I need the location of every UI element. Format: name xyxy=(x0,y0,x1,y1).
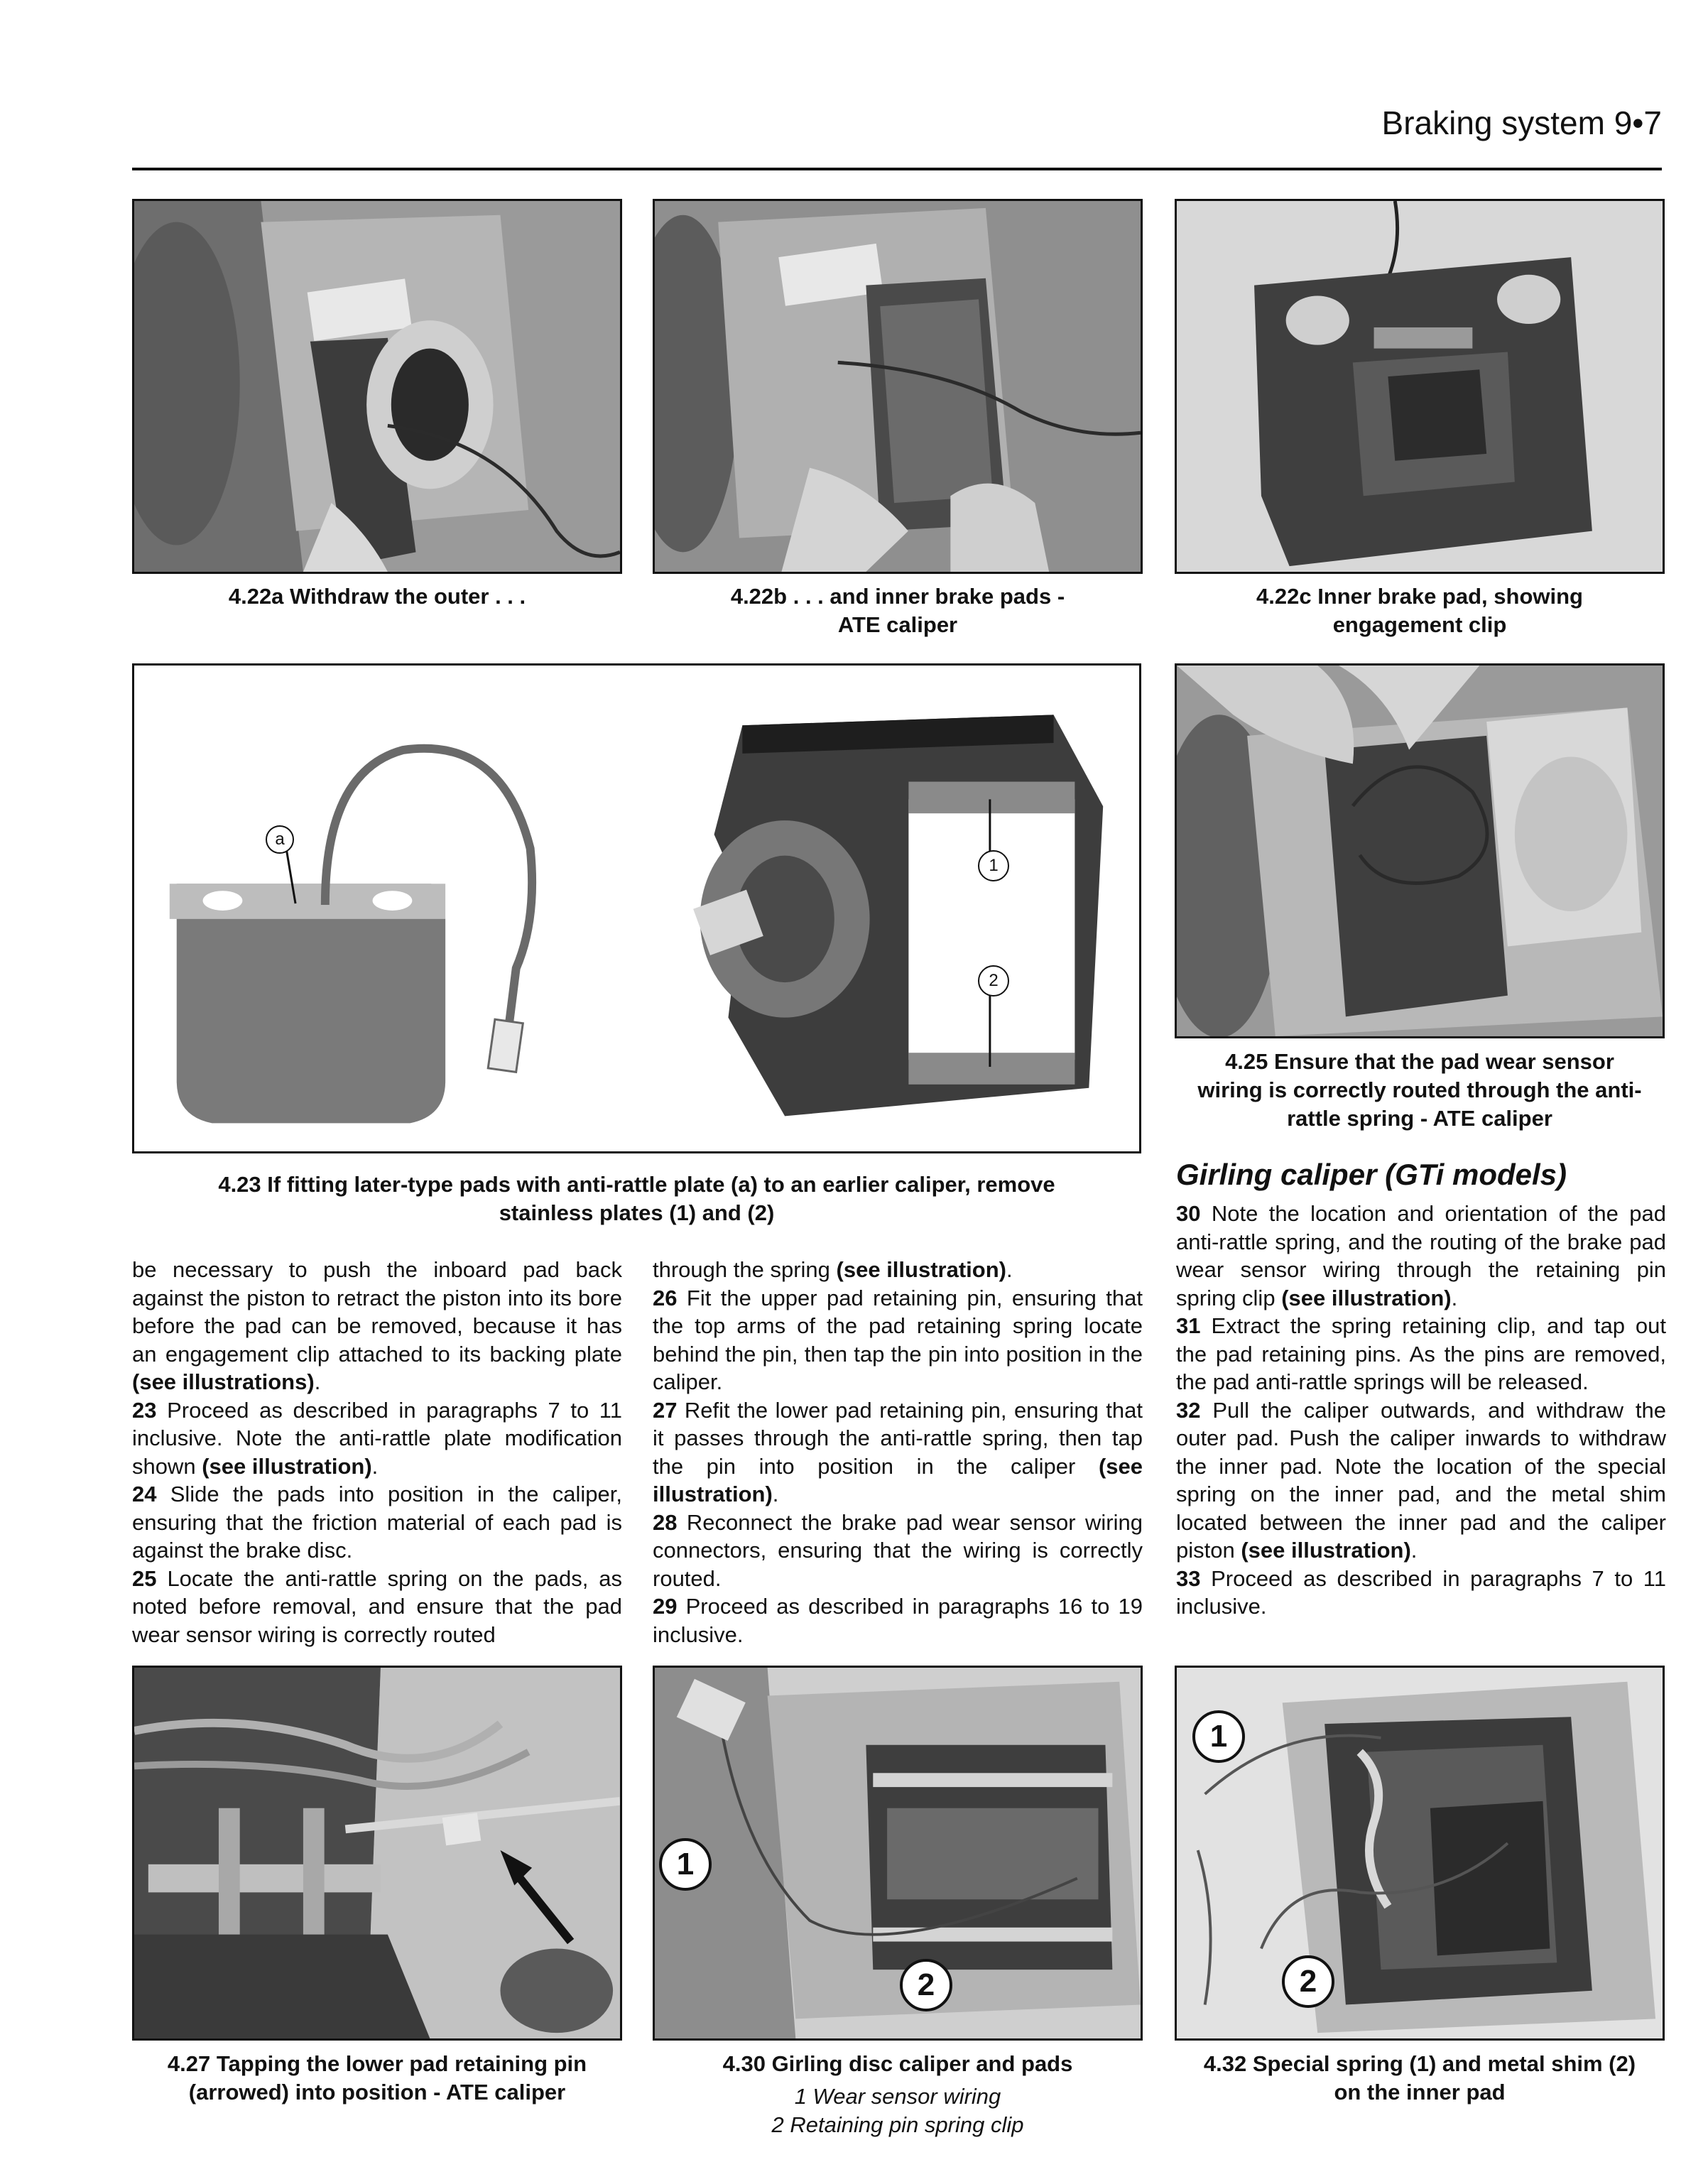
caption-4-22b xyxy=(653,582,1143,639)
see-illustration-ref: (see illustration) xyxy=(836,1257,1006,1282)
callout-1: 1 xyxy=(659,1838,712,1891)
photo-4-32 xyxy=(1175,1666,1665,2041)
caption-4-27 xyxy=(132,2050,622,2107)
photo-4-27 xyxy=(132,1666,622,2041)
caption-4-25-line1: 4.25 Ensure that the pad wear sensor xyxy=(1225,1049,1614,1074)
see-illustrations-ref: (see illustrations) xyxy=(132,1369,315,1394)
caption-4-23-line1: 4.23 If fitting later-type pads with anti-rattle plate (a) to an earlier caliper, remove xyxy=(218,1172,1055,1197)
callout-2: 2 xyxy=(978,965,1009,996)
callout-2: 2 xyxy=(1282,1955,1334,2008)
caption-4-32 xyxy=(1175,2050,1665,2107)
paragraph-23: 23 Proceed as described in paragraphs 7 to 11 inclusive. Note the anti-rattle plate modification shown (see illustration). xyxy=(132,1397,622,1479)
caption-4-25 xyxy=(1175,1048,1665,1133)
paragraph-26: 26 Fit the upper pad retaining pin, ensuring that the top arms of the pad retaining spring locate behind the pin, then tap the pin into position in the caliper. xyxy=(653,1285,1143,1394)
callout-a: a xyxy=(266,825,294,854)
caption-4-27-line1: 4.27 Tapping the lower pad retaining pin xyxy=(167,2051,587,2076)
caption-4-22c-line1: 4.22c Inner brake pad, showing xyxy=(1256,584,1583,609)
photo-4-22c xyxy=(1175,199,1665,574)
photo-4-22b xyxy=(653,199,1143,574)
see-illustration-ref: (see illustration) xyxy=(1281,1285,1452,1310)
paragraph-27: 27 Refit the lower pad retaining pin, ensuring that it passes through the anti-rattle spring, then tap the pin into position in the caliper (see illustration). xyxy=(653,1397,1143,1506)
paragraph-33: 33 Proceed as described in paragraphs 7 to 11 inclusive. xyxy=(1176,1565,1666,1619)
photo-4-25 xyxy=(1175,663,1665,1038)
caption-4-22b-line1: 4.22b . . . and inner brake pads - xyxy=(730,584,1065,609)
paragraph-24: 24 Slide the pads into position in the caliper, ensuring that the friction material of each pad is against the brake disc. xyxy=(132,1482,622,1563)
caption-4-27-line2: (arrowed) into position - ATE caliper xyxy=(188,2080,566,2104)
legend-4-30-item-1: 1 Wear sensor wiring xyxy=(794,2084,1001,2109)
see-illustration-ref: (see illustration) xyxy=(653,1453,1143,1506)
paragraph-28: 28 Reconnect the brake pad wear sensor wiring connectors, ensuring that the wiring is correctly routed. xyxy=(653,1509,1143,1591)
callout-2: 2 xyxy=(900,1959,952,2011)
caption-4-30: 4.30 Girling disc caliper and pads xyxy=(722,2051,1073,2076)
paragraph-30: 30 Note the location and orientation of the pad anti-rattle spring, and the routing of the brake pad wear sensor wiring through the retaining pin spring clip (see illustration). xyxy=(1176,1201,1666,1310)
caption-4-22b-line2: ATE caliper xyxy=(837,612,958,637)
text-column-3 xyxy=(1176,1200,1666,1621)
paragraph-25-cont: through the spring (see illustration). xyxy=(653,1257,1013,1282)
caption-4-25-line3: rattle spring - ATE caliper xyxy=(1287,1106,1552,1131)
callout-1: 1 xyxy=(1192,1710,1245,1763)
paragraph-32: 32 Pull the caliper outwards, and withdraw the outer pad. Push the caliper inwards to withdraw the inner pad. Note the location of the special spring on the inner pad, and the metal shim located between the inner pad and the caliper piston (see illustration). xyxy=(1176,1397,1666,1563)
caption-4-23-line2: stainless plates (1) and (2) xyxy=(499,1200,775,1225)
paragraph-22-cont: be necessary to push the inboard pad back against the piston to retract the piston into its bore before the pad can be removed, because it has an engagement clip attached to its backing plate (see illustrations). xyxy=(132,1257,622,1394)
text-column-1 xyxy=(132,1256,622,1649)
paragraph-25: 25 Locate the anti-rattle spring on the pads, as noted before removal, and ensure that the pad wear sensor wiring is correctly routed xyxy=(132,1565,622,1647)
caption-4-22c-line2: engagement clip xyxy=(1332,612,1507,637)
paragraph-29: 29 Proceed as described in paragraphs 16 to 19 inclusive. xyxy=(653,1594,1143,1647)
see-illustration-ref: (see illustration) xyxy=(1241,1538,1411,1563)
legend-4-30 xyxy=(653,2082,1143,2139)
photo-4-22a xyxy=(132,199,622,574)
legend-4-30-item-2: 2 Retaining pin spring clip xyxy=(771,2112,1024,2137)
caption-4-22a: 4.22a Withdraw the outer . . . xyxy=(228,584,526,609)
paragraph-31: 31 Extract the spring retaining clip, and tap out the pad retaining pins. As the pins are removed, the pad anti-rattle springs will be released. xyxy=(1176,1313,1666,1394)
section-title-girling: Girling caliper (GTi models) xyxy=(1176,1158,1567,1191)
photo-4-30 xyxy=(653,1666,1143,2041)
header-rule xyxy=(132,168,1662,170)
caption-4-22c xyxy=(1175,582,1665,639)
caption-4-23 xyxy=(132,1171,1141,1227)
caption-4-25-line2: wiring is correctly routed through the anti- xyxy=(1197,1077,1642,1102)
text-column-2 xyxy=(653,1256,1143,1649)
caption-4-32-line1: 4.32 Special spring (1) and metal shim (2) xyxy=(1203,2051,1636,2076)
caption-4-32-line2: on the inner pad xyxy=(1334,2080,1506,2104)
page-header: Braking system 9•7 xyxy=(1381,104,1662,141)
callout-1: 1 xyxy=(978,850,1009,881)
photo-4-23 xyxy=(132,663,1141,1153)
see-illustration-ref: (see illustration) xyxy=(202,1453,372,1479)
